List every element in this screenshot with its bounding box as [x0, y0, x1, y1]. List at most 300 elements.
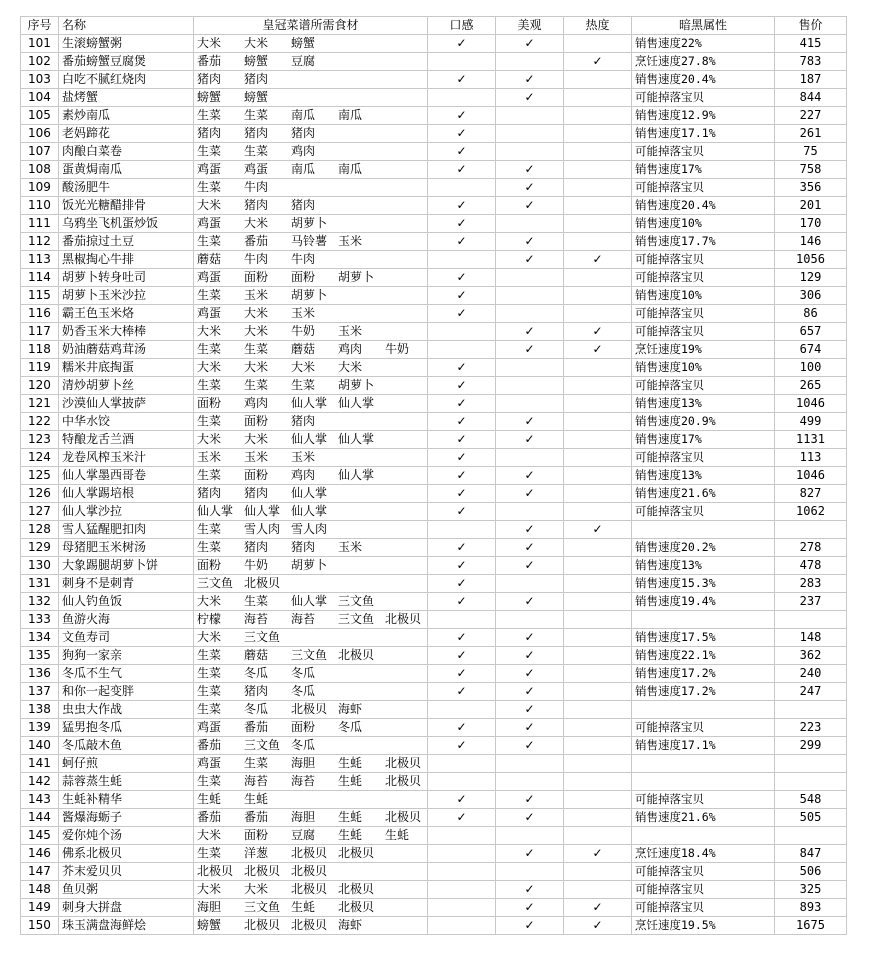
ingredient-cell: 番茄: [194, 53, 241, 71]
looks-check: ✓: [496, 467, 564, 485]
ingredient-cell: 生菜: [194, 467, 241, 485]
dark-attribute: 销售速度10%: [632, 215, 775, 233]
ingredient-cell: 三文鱼: [335, 593, 382, 611]
header-dark: 暗黑属性: [632, 17, 775, 35]
ingredient-cell: 生菜: [241, 377, 288, 395]
ingredient-cell: [335, 575, 382, 593]
ingredient-cell: 南瓜: [335, 161, 382, 179]
ingredient-cell: 三文鱼: [241, 737, 288, 755]
ingredient-cell: 生菜: [194, 701, 241, 719]
ingredient-cell: 豆腐: [288, 827, 335, 845]
heat-check: [564, 305, 632, 323]
ingredient-cell: [382, 503, 428, 521]
table-row: [21, 251, 847, 269]
ingredient-cell: 海虾: [335, 701, 382, 719]
ingredient-cell: [382, 791, 428, 809]
taste-check: ✓: [428, 305, 496, 323]
table-row: [21, 737, 847, 755]
ingredient-cell: [382, 233, 428, 251]
ingredient-cell: 大米: [241, 215, 288, 233]
dark-attribute: 烹饪速度27.8%: [632, 53, 775, 71]
price-cell: 247: [775, 683, 847, 701]
dish-name: 芥末爱贝贝: [59, 863, 194, 881]
ingredient-cell: 仙人掌: [288, 503, 335, 521]
heat-check: [564, 593, 632, 611]
header-price: 售价: [775, 17, 847, 35]
dish-name: 饭光光糖醋排骨: [59, 197, 194, 215]
ingredient-cell: 生蚝: [335, 773, 382, 791]
heat-check: [564, 737, 632, 755]
looks-check: [496, 287, 564, 305]
dark-attribute: 可能掉落宝贝: [632, 863, 775, 881]
taste-check: [428, 863, 496, 881]
taste-check: [428, 917, 496, 935]
table-row: [21, 377, 847, 395]
price-cell: [775, 773, 847, 791]
ingredient-cell: 北极贝: [288, 845, 335, 863]
ingredient-cell: 生蚝: [241, 791, 288, 809]
ingredient-cell: 生菜: [194, 107, 241, 125]
dish-name: 虫虫大作战: [59, 701, 194, 719]
row-number: 113: [21, 251, 59, 269]
ingredient-cell: [335, 449, 382, 467]
looks-check: ✓: [496, 323, 564, 341]
heat-check: [564, 467, 632, 485]
dark-attribute: [632, 755, 775, 773]
taste-check: ✓: [428, 413, 496, 431]
dish-name: 蛋黄焗南瓜: [59, 161, 194, 179]
table-row: [21, 53, 847, 71]
ingredient-cell: [382, 917, 428, 935]
ingredient-cell: 面粉: [241, 269, 288, 287]
row-number: 147: [21, 863, 59, 881]
ingredient-cell: 面粉: [241, 413, 288, 431]
ingredient-cell: 大米: [335, 359, 382, 377]
ingredient-cell: [382, 161, 428, 179]
row-number: 115: [21, 287, 59, 305]
ingredient-cell: 螃蟹: [288, 35, 335, 53]
ingredient-cell: 猪肉: [194, 485, 241, 503]
dish-name: 乌鸦坐飞机蛋炒饭: [59, 215, 194, 233]
looks-check: ✓: [496, 881, 564, 899]
ingredient-cell: 生菜: [194, 773, 241, 791]
taste-check: [428, 251, 496, 269]
heat-check: ✓: [564, 53, 632, 71]
taste-check: [428, 773, 496, 791]
dark-attribute: 销售速度20.9%: [632, 413, 775, 431]
ingredient-cell: 海胆: [194, 899, 241, 917]
price-cell: 100: [775, 359, 847, 377]
row-number: 112: [21, 233, 59, 251]
heat-check: [564, 179, 632, 197]
row-number: 150: [21, 917, 59, 935]
looks-check: ✓: [496, 341, 564, 359]
ingredient-cell: 三文鱼: [288, 647, 335, 665]
price-cell: 783: [775, 53, 847, 71]
heat-check: [564, 719, 632, 737]
dark-attribute: 销售速度21.6%: [632, 809, 775, 827]
table-row: [21, 863, 847, 881]
ingredient-cell: [382, 107, 428, 125]
ingredient-cell: [382, 251, 428, 269]
taste-check: ✓: [428, 485, 496, 503]
table-row: [21, 827, 847, 845]
taste-check: ✓: [428, 467, 496, 485]
price-cell: 893: [775, 899, 847, 917]
price-cell: 1675: [775, 917, 847, 935]
dish-name: 胡萝卜转身吐司: [59, 269, 194, 287]
ingredient-cell: [382, 269, 428, 287]
ingredient-cell: 牛肉: [241, 179, 288, 197]
row-number: 110: [21, 197, 59, 215]
row-number: 125: [21, 467, 59, 485]
ingredient-cell: 牛肉: [288, 251, 335, 269]
heat-check: [564, 359, 632, 377]
ingredient-cell: 海苔: [288, 773, 335, 791]
row-number: 132: [21, 593, 59, 611]
dish-name: 仙人钓鱼饭: [59, 593, 194, 611]
row-number: 142: [21, 773, 59, 791]
looks-check: ✓: [496, 647, 564, 665]
dish-name: 佛系北极贝: [59, 845, 194, 863]
ingredient-cell: [335, 665, 382, 683]
heat-check: [564, 269, 632, 287]
row-number: 135: [21, 647, 59, 665]
ingredient-cell: 生菜: [194, 413, 241, 431]
ingredient-cell: [382, 629, 428, 647]
ingredient-cell: 生菜: [241, 755, 288, 773]
header-heat: 热度: [564, 17, 632, 35]
row-number: 123: [21, 431, 59, 449]
row-number: 139: [21, 719, 59, 737]
price-cell: 113: [775, 449, 847, 467]
heat-check: ✓: [564, 917, 632, 935]
ingredient-cell: 鸡肉: [241, 395, 288, 413]
dish-name: 珠玉满盘海鲜烩: [59, 917, 194, 935]
ingredient-cell: 仙人掌: [288, 431, 335, 449]
ingredient-cell: [382, 413, 428, 431]
looks-check: [496, 53, 564, 71]
table-row: [21, 107, 847, 125]
ingredient-cell: 螃蟹: [194, 917, 241, 935]
table-body: [21, 35, 847, 935]
ingredient-cell: 北极贝: [288, 863, 335, 881]
taste-check: [428, 179, 496, 197]
ingredient-cell: [382, 35, 428, 53]
price-cell: [775, 827, 847, 845]
price-cell: 283: [775, 575, 847, 593]
row-number: 108: [21, 161, 59, 179]
looks-check: [496, 377, 564, 395]
ingredient-cell: [382, 431, 428, 449]
ingredient-cell: 冬瓜: [335, 719, 382, 737]
looks-check: [496, 359, 564, 377]
looks-check: ✓: [496, 197, 564, 215]
ingredient-cell: 鸡肉: [288, 143, 335, 161]
price-cell: 356: [775, 179, 847, 197]
taste-check: [428, 827, 496, 845]
ingredient-cell: [382, 359, 428, 377]
heat-check: [564, 107, 632, 125]
price-cell: 201: [775, 197, 847, 215]
ingredient-cell: [335, 215, 382, 233]
price-cell: 265: [775, 377, 847, 395]
looks-check: ✓: [496, 413, 564, 431]
taste-check: ✓: [428, 143, 496, 161]
dish-name: 素炒南瓜: [59, 107, 194, 125]
price-cell: 278: [775, 539, 847, 557]
dish-name: 狗狗一家亲: [59, 647, 194, 665]
dish-name: 沙漠仙人掌披萨: [59, 395, 194, 413]
ingredient-cell: 蘑菇: [241, 647, 288, 665]
looks-check: ✓: [496, 71, 564, 89]
ingredient-cell: 猪肉: [241, 485, 288, 503]
taste-check: ✓: [428, 233, 496, 251]
dish-name: 刺身大拼盘: [59, 899, 194, 917]
ingredient-cell: 生菜: [194, 233, 241, 251]
table-row: [21, 575, 847, 593]
ingredient-cell: 海苔: [241, 773, 288, 791]
taste-check: [428, 521, 496, 539]
dark-attribute: 可能掉落宝贝: [632, 305, 775, 323]
ingredient-cell: [382, 557, 428, 575]
dish-name: 蒜蓉蒸生蚝: [59, 773, 194, 791]
row-number: 121: [21, 395, 59, 413]
ingredient-cell: 柠檬: [194, 611, 241, 629]
ingredient-cell: 猪肉: [288, 125, 335, 143]
price-cell: 548: [775, 791, 847, 809]
heat-check: [564, 89, 632, 107]
heat-check: [564, 197, 632, 215]
ingredient-cell: 生菜: [194, 845, 241, 863]
ingredient-cell: 北极贝: [288, 881, 335, 899]
ingredient-cell: 北极贝: [288, 701, 335, 719]
heat-check: [564, 539, 632, 557]
ingredient-cell: 北极贝: [382, 809, 428, 827]
ingredient-cell: 鸡蛋: [194, 161, 241, 179]
price-cell: 505: [775, 809, 847, 827]
dark-attribute: 销售速度19.4%: [632, 593, 775, 611]
looks-check: ✓: [496, 701, 564, 719]
ingredient-cell: [335, 53, 382, 71]
ingredient-cell: 大米: [241, 881, 288, 899]
ingredient-cell: 猪肉: [288, 539, 335, 557]
looks-check: ✓: [496, 431, 564, 449]
dish-name: 特酿龙舌兰酒: [59, 431, 194, 449]
table-row: [21, 89, 847, 107]
ingredient-cell: 番茄: [194, 737, 241, 755]
ingredient-cell: 生菜: [194, 179, 241, 197]
taste-check: ✓: [428, 197, 496, 215]
ingredient-cell: 海胆: [288, 755, 335, 773]
ingredient-cell: [382, 899, 428, 917]
ingredient-cell: 胡萝卜: [288, 215, 335, 233]
looks-check: [496, 143, 564, 161]
dish-name: 奶油蘑菇鸡茸汤: [59, 341, 194, 359]
taste-check: ✓: [428, 683, 496, 701]
looks-check: [496, 269, 564, 287]
ingredient-cell: 冬瓜: [241, 701, 288, 719]
taste-check: ✓: [428, 449, 496, 467]
ingredient-cell: 南瓜: [335, 107, 382, 125]
ingredient-cell: 生蚝: [288, 899, 335, 917]
dish-name: 番茄螃蟹豆腐煲: [59, 53, 194, 71]
dark-attribute: 销售速度20.4%: [632, 71, 775, 89]
taste-check: ✓: [428, 737, 496, 755]
ingredient-cell: [382, 467, 428, 485]
price-cell: 827: [775, 485, 847, 503]
table-row: [21, 323, 847, 341]
row-number: 146: [21, 845, 59, 863]
ingredient-cell: 生菜: [194, 143, 241, 161]
ingredient-cell: 面粉: [288, 719, 335, 737]
heat-check: [564, 71, 632, 89]
price-cell: 240: [775, 665, 847, 683]
taste-check: [428, 53, 496, 71]
ingredient-cell: [288, 89, 335, 107]
taste-check: ✓: [428, 359, 496, 377]
table-row: [21, 899, 847, 917]
ingredient-cell: 三文鱼: [194, 575, 241, 593]
ingredient-cell: 马铃薯: [288, 233, 335, 251]
ingredient-cell: 北极贝: [335, 845, 382, 863]
price-cell: 299: [775, 737, 847, 755]
ingredient-cell: 鸡蛋: [194, 305, 241, 323]
price-cell: 506: [775, 863, 847, 881]
ingredient-cell: 南瓜: [288, 107, 335, 125]
table-row: [21, 233, 847, 251]
looks-check: ✓: [496, 917, 564, 935]
taste-check: ✓: [428, 377, 496, 395]
heat-check: [564, 683, 632, 701]
dark-attribute: 可能掉落宝贝: [632, 377, 775, 395]
dish-name: 肉酿白菜卷: [59, 143, 194, 161]
ingredient-cell: 仙人掌: [194, 503, 241, 521]
looks-check: [496, 215, 564, 233]
looks-check: ✓: [496, 521, 564, 539]
dark-attribute: 可能掉落宝贝: [632, 179, 775, 197]
dark-attribute: [632, 773, 775, 791]
heat-check: [564, 449, 632, 467]
ingredient-cell: [335, 521, 382, 539]
ingredient-cell: [382, 737, 428, 755]
heat-check: [564, 413, 632, 431]
ingredient-cell: 生菜: [194, 683, 241, 701]
dark-attribute: 销售速度21.6%: [632, 485, 775, 503]
price-cell: 657: [775, 323, 847, 341]
table-row: [21, 809, 847, 827]
looks-check: ✓: [496, 665, 564, 683]
ingredient-cell: 北极贝: [288, 917, 335, 935]
row-number: 130: [21, 557, 59, 575]
price-cell: 758: [775, 161, 847, 179]
price-cell: [775, 521, 847, 539]
ingredient-cell: 北极贝: [335, 647, 382, 665]
dish-name: 仙人掌墨西哥卷: [59, 467, 194, 485]
taste-check: ✓: [428, 539, 496, 557]
price-cell: 362: [775, 647, 847, 665]
ingredient-cell: 大米: [194, 881, 241, 899]
price-cell: 415: [775, 35, 847, 53]
ingredient-cell: [382, 575, 428, 593]
ingredient-cell: 生菜: [194, 665, 241, 683]
ingredient-cell: 蘑菇: [288, 341, 335, 359]
header-row: [21, 17, 847, 35]
looks-check: [496, 125, 564, 143]
ingredient-cell: [382, 323, 428, 341]
ingredient-cell: 面粉: [194, 395, 241, 413]
table-row: [21, 161, 847, 179]
ingredient-cell: 北极贝: [241, 863, 288, 881]
ingredient-cell: 牛奶: [241, 557, 288, 575]
taste-check: ✓: [428, 557, 496, 575]
heat-check: ✓: [564, 845, 632, 863]
taste-check: ✓: [428, 503, 496, 521]
dark-attribute: 销售速度17%: [632, 161, 775, 179]
ingredient-cell: [288, 71, 335, 89]
table-row: [21, 341, 847, 359]
dish-name: 番茄掠过土豆: [59, 233, 194, 251]
ingredient-cell: [382, 215, 428, 233]
ingredient-cell: 大米: [241, 323, 288, 341]
row-number: 137: [21, 683, 59, 701]
ingredient-cell: [382, 863, 428, 881]
looks-check: [496, 395, 564, 413]
row-number: 103: [21, 71, 59, 89]
dark-attribute: 可能掉落宝贝: [632, 449, 775, 467]
dark-attribute: 可能掉落宝贝: [632, 251, 775, 269]
ingredient-cell: 北极贝: [335, 899, 382, 917]
row-number: 109: [21, 179, 59, 197]
table-row: [21, 539, 847, 557]
row-number: 138: [21, 701, 59, 719]
table-row: [21, 71, 847, 89]
row-number: 118: [21, 341, 59, 359]
table-row: [21, 593, 847, 611]
ingredient-cell: [335, 179, 382, 197]
ingredient-cell: 鸡蛋: [194, 719, 241, 737]
dark-attribute: 可能掉落宝贝: [632, 269, 775, 287]
ingredient-cell: [288, 575, 335, 593]
row-number: 116: [21, 305, 59, 323]
ingredient-cell: 大米: [194, 323, 241, 341]
ingredient-cell: 三文鱼: [335, 611, 382, 629]
ingredient-cell: 玉米: [288, 449, 335, 467]
ingredient-cell: 鸡蛋: [194, 755, 241, 773]
ingredient-cell: 北极贝: [382, 773, 428, 791]
dish-name: 黑椒掏心牛排: [59, 251, 194, 269]
ingredient-cell: 大米: [194, 359, 241, 377]
dish-name: 清炒胡萝卜丝: [59, 377, 194, 395]
dark-attribute: 销售速度20.4%: [632, 197, 775, 215]
row-number: 105: [21, 107, 59, 125]
looks-check: ✓: [496, 899, 564, 917]
ingredient-cell: 牛奶: [288, 323, 335, 341]
price-cell: 75: [775, 143, 847, 161]
looks-check: ✓: [496, 791, 564, 809]
table-row: [21, 881, 847, 899]
row-number: 122: [21, 413, 59, 431]
looks-check: ✓: [496, 845, 564, 863]
heat-check: [564, 215, 632, 233]
dark-attribute: 烹饪速度19.5%: [632, 917, 775, 935]
price-cell: 148: [775, 629, 847, 647]
price-cell: 1062: [775, 503, 847, 521]
heat-check: [564, 287, 632, 305]
ingredient-cell: 生蚝: [335, 755, 382, 773]
ingredient-cell: 北极贝: [382, 611, 428, 629]
ingredient-cell: [382, 179, 428, 197]
